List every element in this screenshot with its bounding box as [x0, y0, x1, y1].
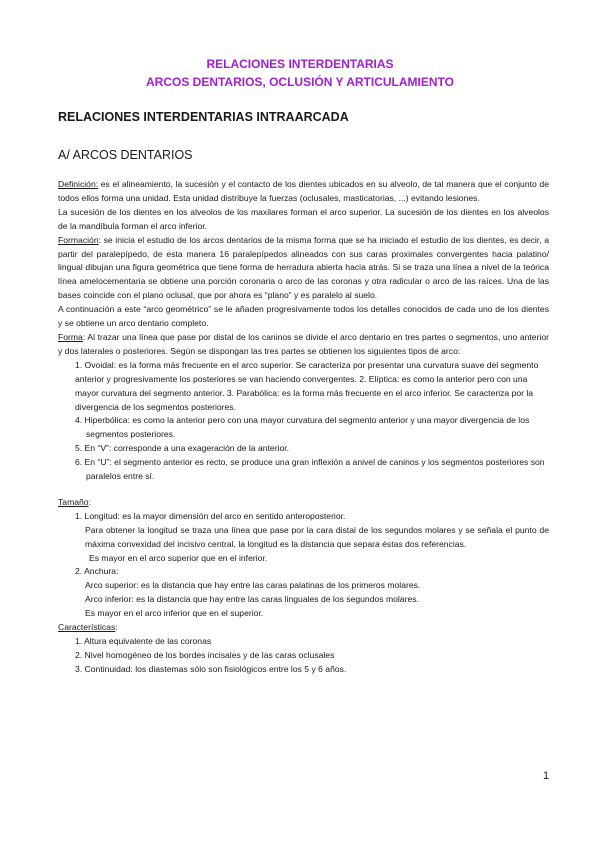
forma-paragraph: [58, 331, 549, 359]
tamano-item-2-line: Es mayor en el arco inferior que en el superior.: [85, 608, 264, 619]
tamano-item-2: 2. Anchura:: [75, 566, 119, 577]
forma-label: Forma: [58, 331, 83, 342]
caracteristicas-heading: Características:: [58, 622, 118, 633]
tamano-item-1-text: Para obtener la longitud se traza una línea que pase por la cara distal de los segundos molares y se señala el punto de máxima convexidad del incisivo central, la longitud es la distancia que separa éstas dos referencias.: [85, 524, 549, 549]
tamano-item-1: 1. Longitud: es la mayor dimensión del arco en sentido anteroposterior.: [75, 510, 346, 521]
formacion-text: : se inicia el estudio de los arcos dentarios de la misma forma que se ha iniciado el estudio de los dientes, es decir, a partir del paralepípedo, de esta manera 16 paralepípedos alineados con sus caras proximales convergentes hacia palatino/ lingual dibujan una figura geométrica que tiene forma de herradura abierta hacia atrás. Si se traza una línea a nivel de la teórica línea amelocementaria se obtiene una porción coronaria o arco de las coronas y otra radicular o arco de las raíces. Una de las bases coincide con el plano oclusal, que por ahora es “plano” y es paralelo al suelo.: [58, 234, 549, 301]
document-title: RELACIONES INTERDENTARIAS: [206, 57, 394, 71]
tamano-item-1-text-2: Es mayor en el arco superior que en el inferior.: [89, 552, 268, 563]
forma-list: [58, 359, 549, 484]
definicion-label: Definición:: [58, 179, 99, 189]
formacion-paragraph: [58, 234, 549, 304]
caracteristicas-item: 3. Continuidad: los diastemas sólo son fisiológicos entre los 5 y 6 años.: [75, 663, 347, 674]
document-subtitle: ARCOS DENTARIOS, OCLUSIÓN Y ARTICULAMIENTO: [145, 75, 454, 89]
tamano-item-2-line: Arco superior: es la distancia que hay entre las caras palatinas de los primeros molares.: [85, 580, 421, 591]
forma-item: 4. Hiperbólica: es como la anterior pero con una mayor curvatura del segmento anterior y una mayor divergencia de los segmentos posteriores.: [75, 415, 530, 440]
tamano-label: Tamaño: [58, 496, 89, 507]
forma-item: 5. En “V”: corresponde a una exageración de la anterior.: [75, 443, 290, 454]
caracteristicas-item: 2. Nivel homogéneo de los bordes incisales y de las caras oclusales: [75, 649, 335, 660]
tamano-heading: Tamaño:: [58, 496, 91, 507]
page-number: 1: [543, 770, 550, 782]
definicion-paragraph-2: La sucesión de los dientes en los alveolos de los maxilares forman el arco superior. La sucesión de los dientes en los alveolos de la mandíbula forman el arco inferior.: [58, 206, 549, 231]
document-body: [58, 178, 549, 677]
formacion-label: Formación: [58, 234, 99, 245]
caracteristicas-item: 1. Altura equivalente de las coronas: [75, 636, 212, 646]
tamano-item-2-line: Arco inferior: es la distancia que hay entre las caras linguales de los segundos molares.: [85, 594, 419, 605]
section-heading: RELACIONES INTERDENTARIAS INTRAARCADA: [58, 110, 349, 124]
forma-item: 6. En “U”: el segmento anterior es recto, se produce una gran inflexión a anivel de caninos y los segmentos posteriores son paralelos entre sí.: [75, 457, 545, 482]
forma-item: 1. Ovoidal: es la forma más frecuente en el arco superior. Se caracteriza por presentar una curvatura suave del segmento anterior y progresivamente los posteriores se van haciendo convergentes. 2. Elíptica: es como la anterior pero con una mayor curvatura del segmento anterior. 3. Parabólica: es la forma más frecuente en el arco inferior. Se caracteriza por la divergencia de los segmentos posteriores.: [75, 359, 539, 412]
forma-text: : Al trazar una línea que pase por distal de los caninos se divide el arco dentario en tres partes o segmentos, uno anterior y dos laterales o posteriores. Según se dispongan las tres partes se obtienen los siguientes tipos de arco:: [58, 331, 549, 356]
caracteristicas-label: Características: [58, 622, 116, 633]
subsection-heading: A/ ARCOS DENTARIOS: [58, 148, 193, 162]
definicion-paragraph: [58, 178, 549, 206]
definicion-text: es el alineamiento, la sucesión y el contacto de los dientes ubicados en su alveolo, de tal manera que el conjunto de todos ellos forma una unidad. Esta unidad distribuye la fuerzas (oclusales, masticatorias, ...) evitando lesiones.: [58, 179, 549, 203]
formacion-paragraph-2: A continuación a este “arco geométrico” se le añaden progresivamente todos los detalles conocidos de cada uno de los dientes y se obtiene un arco dentario completo.: [58, 304, 549, 329]
